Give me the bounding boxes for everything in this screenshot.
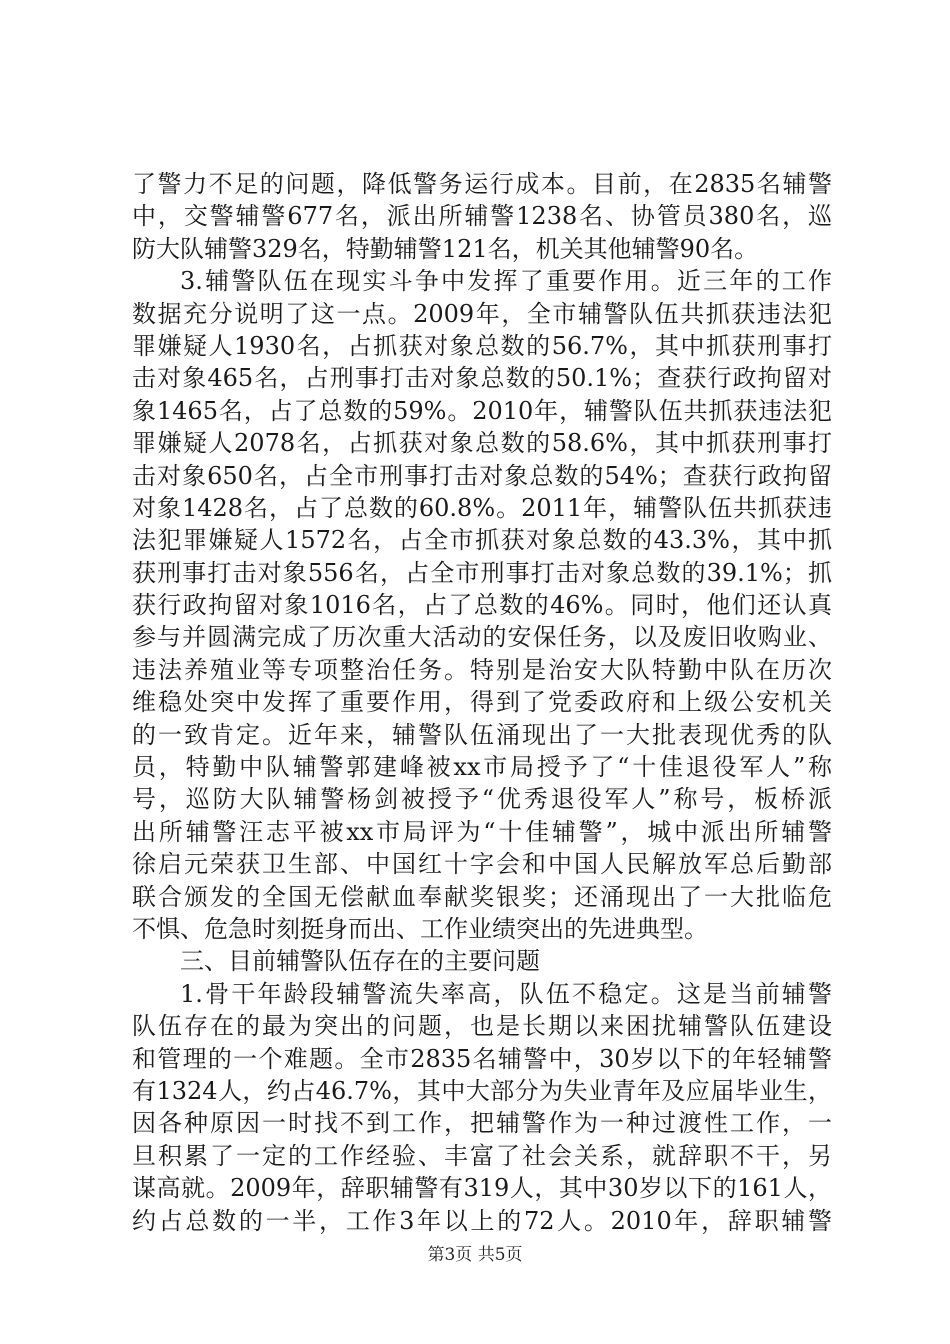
text-line: 3.辅警队伍在现实斗争中发挥了重要作用。近三年的工作 [180, 267, 832, 296]
text-line: 员，特勤中队辅警郭建峰被xx市局授予了“十佳退役军人”称 [132, 753, 832, 782]
text-line: 出所辅警汪志平被xx市局评为“十佳辅警”，城中派出所辅警 [132, 817, 832, 846]
text-line: 约占总数的一半，工作3年以上的72人。2010年，辞职辅警 [132, 1206, 832, 1235]
page-footer: 第3页 共5页 [427, 1245, 523, 1265]
text-line: 击对象650名，占全市刑事打击对象总数的54%；查获行政拘留 [132, 461, 832, 490]
text-line: 象1465名，占了总数的59%。2010年，辅警队伍共抓获违法犯 [132, 396, 832, 425]
text-line: 违法养殖业等专项整治任务。特别是治安大队特勤中队在历次 [132, 655, 832, 684]
text-line: 三、目前辅警队伍存在的主要问题 [180, 947, 540, 976]
text-line: 和管理的一个难题。全市2835名辅警中，30岁以下的年轻辅警 [132, 1044, 832, 1073]
text-line: 获行政拘留对象1016名，占了总数的46%。同时，他们还认真 [132, 591, 832, 620]
text-line: 队伍存在的最为突出的问题，也是长期以来困扰辅警队伍建设 [132, 1012, 832, 1041]
text-line: 中，交警辅警677名，派出所辅警1238名、协管员380名，巡 [132, 202, 832, 231]
text-line: 因各种原因一时找不到工作，把辅警作为一种过渡性工作，一 [132, 1109, 832, 1138]
text-line: 罪嫌疑人1930名，占抓获对象总数的56.7%，其中抓获刑事打 [132, 331, 832, 360]
text-line: 维稳处突中发挥了重要作用，得到了党委政府和上级公安机关 [132, 688, 832, 717]
text-line: 1.骨干年龄段辅警流失率高，队伍不稳定。这是当前辅警 [180, 979, 832, 1008]
text-line: 联合颁发的全国无偿献血奉献奖银奖；还涌现出了一大批临危 [132, 882, 832, 911]
text-line: 谋高就。2009年，辞职辅警有319人，其中30岁以下的161人， [132, 1174, 832, 1203]
text-line: 有1324人，约占46.7%，其中大部分为失业青年及应届毕业生， [132, 1076, 832, 1105]
text-line: 旦积累了一定的工作经验、丰富了社会关系，就辞职不干，另 [132, 1141, 832, 1170]
text-line: 了警力不足的问题，降低警务运行成本。目前，在2835名辅警 [132, 170, 832, 198]
text-line: 的一致肯定。近年来，辅警队伍涌现出了一大批表现优秀的队 [132, 720, 832, 749]
text-line: 法犯罪嫌疑人1572名，占全市抓获对象总数的43.3%，其中抓 [132, 526, 832, 555]
text-line: 徐启元荣获卫生部、中国红十字会和中国人民解放军总后勤部 [132, 850, 832, 879]
document-body [132, 168, 832, 1237]
text-line: 防大队辅警329名，特勤辅警121名，机关其他辅警90名。 [132, 234, 759, 263]
text-line: 数据充分说明了这一点。2009年，全市辅警队伍共抓获违法犯 [132, 299, 832, 328]
text-line: 不惧、危急时刻挺身而出、工作业绩突出的先进典型。 [132, 914, 708, 943]
text-line: 罪嫌疑人2078名，占抓获对象总数的58.6%，其中抓获刑事打 [132, 429, 832, 458]
text-line: 击对象465名，占刑事打击对象总数的50.1%；查获行政拘留对 [132, 364, 832, 393]
text-line: 对象1428名，占了总数的60.8%。2011年，辅警队伍共抓获违 [132, 493, 832, 522]
text-line: 获刑事打击对象556名，占全市刑事打击对象总数的39.1%；抓 [132, 558, 832, 587]
text-line: 号，巡防大队辅警杨剑被授予“优秀退役军人”称号，板桥派 [132, 785, 832, 814]
text-line: 参与并圆满完成了历次重大活动的安保任务，以及废旧收购业、 [132, 623, 832, 652]
